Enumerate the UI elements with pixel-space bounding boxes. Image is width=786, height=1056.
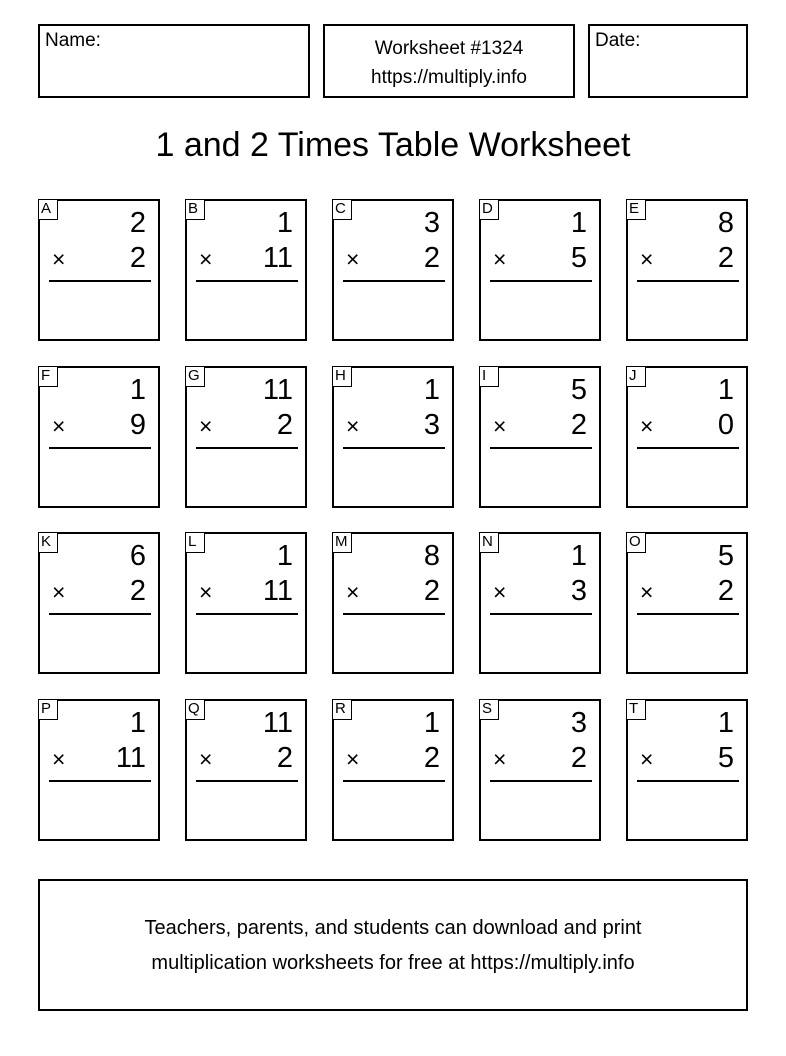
multiplier: 11 xyxy=(262,242,293,274)
problem-letter: R xyxy=(332,699,352,720)
problem-card-l[interactable] xyxy=(185,532,307,674)
multiplier: 2 xyxy=(129,242,146,274)
problem-card-r[interactable] xyxy=(332,699,454,841)
multiplicand: 5 xyxy=(717,540,734,572)
multiplier: 2 xyxy=(276,742,293,774)
multiplier: 5 xyxy=(717,742,734,774)
multiplier: 3 xyxy=(423,409,440,441)
name-label: Name: xyxy=(45,30,101,51)
answer-line xyxy=(343,613,445,615)
multiplier: 11 xyxy=(115,742,146,774)
multiplicand: 1 xyxy=(570,540,587,572)
problem-card-p[interactable] xyxy=(38,699,160,841)
problem-letter: D xyxy=(479,199,499,220)
problem-letter: Q xyxy=(185,699,205,720)
problem-card-n[interactable] xyxy=(479,532,601,674)
multiply-sign: × xyxy=(640,579,654,605)
multiplier: 2 xyxy=(129,575,146,607)
name-box[interactable] xyxy=(38,24,310,98)
answer-line xyxy=(490,447,592,449)
problem-letter: B xyxy=(185,199,205,220)
multiplicand: 11 xyxy=(262,707,293,739)
multiplier: 11 xyxy=(262,575,293,607)
problem-letter: O xyxy=(626,532,646,553)
multiplicand: 3 xyxy=(570,707,587,739)
problem-card-d[interactable] xyxy=(479,199,601,341)
problem-letter: C xyxy=(332,199,352,220)
problem-card-f[interactable] xyxy=(38,366,160,508)
multiply-sign: × xyxy=(199,413,213,439)
problem-letter: H xyxy=(332,366,352,387)
multiplicand: 6 xyxy=(129,540,146,572)
answer-line xyxy=(196,280,298,282)
answer-line xyxy=(49,613,151,615)
multiplicand: 1 xyxy=(276,207,293,239)
problem-letter: T xyxy=(626,699,646,720)
problem-card-i[interactable] xyxy=(479,366,601,508)
answer-line xyxy=(343,447,445,449)
multiplier: 9 xyxy=(129,409,146,441)
problem-card-o[interactable] xyxy=(626,532,748,674)
multiplier: 2 xyxy=(423,742,440,774)
multiply-sign: × xyxy=(493,746,507,772)
problem-card-k[interactable] xyxy=(38,532,160,674)
multiply-sign: × xyxy=(346,413,360,439)
worksheet-title: 1 and 2 Times Table Worksheet xyxy=(155,126,631,164)
problem-card-h[interactable] xyxy=(332,366,454,508)
problem-letter: M xyxy=(332,532,352,553)
multiplicand: 11 xyxy=(262,374,293,406)
problem-letter: S xyxy=(479,699,499,720)
problem-card-q[interactable] xyxy=(185,699,307,841)
answer-line xyxy=(637,613,739,615)
problem-letter: L xyxy=(185,532,205,553)
multiplier: 5 xyxy=(570,242,587,274)
answer-line xyxy=(490,780,592,782)
multiply-sign: × xyxy=(640,746,654,772)
footer-note xyxy=(38,879,748,1011)
multiplier: 0 xyxy=(717,409,734,441)
problem-card-b[interactable] xyxy=(185,199,307,341)
multiplicand: 1 xyxy=(423,707,440,739)
answer-line xyxy=(49,447,151,449)
multiply-sign: × xyxy=(52,746,66,772)
multiply-sign: × xyxy=(52,579,66,605)
problem-letter: N xyxy=(479,532,499,553)
multiply-sign: × xyxy=(199,579,213,605)
date-box[interactable] xyxy=(588,24,748,98)
problem-letter: J xyxy=(626,366,646,387)
problem-letter: F xyxy=(38,366,58,387)
multiplicand: 1 xyxy=(129,707,146,739)
worksheet-id-box xyxy=(323,24,575,98)
answer-line xyxy=(196,447,298,449)
answer-line xyxy=(49,280,151,282)
multiplicand: 1 xyxy=(423,374,440,406)
answer-line xyxy=(49,780,151,782)
multiplier: 2 xyxy=(570,742,587,774)
problem-letter: P xyxy=(38,699,58,720)
multiplicand: 1 xyxy=(717,707,734,739)
problem-letter: I xyxy=(479,366,499,387)
multiply-sign: × xyxy=(199,746,213,772)
multiply-sign: × xyxy=(640,413,654,439)
multiplicand: 3 xyxy=(423,207,440,239)
multiply-sign: × xyxy=(346,579,360,605)
problem-letter: K xyxy=(38,532,58,553)
multiply-sign: × xyxy=(199,246,213,272)
multiply-sign: × xyxy=(493,579,507,605)
multiply-sign: × xyxy=(493,413,507,439)
problem-card-t[interactable] xyxy=(626,699,748,841)
multiplicand: 1 xyxy=(129,374,146,406)
multiplier: 2 xyxy=(717,575,734,607)
answer-line xyxy=(196,780,298,782)
problem-card-s[interactable] xyxy=(479,699,601,841)
multiplier: 3 xyxy=(570,575,587,607)
multiplicand: 5 xyxy=(570,374,587,406)
multiply-sign: × xyxy=(346,746,360,772)
multiplier: 2 xyxy=(423,242,440,274)
date-label: Date: xyxy=(595,30,641,51)
problem-card-g[interactable] xyxy=(185,366,307,508)
multiplicand: 8 xyxy=(717,207,734,239)
problem-card-c[interactable] xyxy=(332,199,454,341)
answer-line xyxy=(490,613,592,615)
worksheet-number: Worksheet #1324 xyxy=(374,38,524,59)
site-url: https://multiply.info xyxy=(371,67,527,88)
multiplicand: 1 xyxy=(276,540,293,572)
multiply-sign: × xyxy=(52,413,66,439)
problem-card-j[interactable] xyxy=(626,366,748,508)
footer-line-1: Teachers, parents, and students can download and print xyxy=(144,917,642,939)
problem-card-a[interactable] xyxy=(38,199,160,341)
multiply-sign: × xyxy=(346,246,360,272)
problem-card-m[interactable] xyxy=(332,532,454,674)
problem-letter: E xyxy=(626,199,646,220)
footer-line-2: multiplication worksheets for free at https://multiply.info xyxy=(151,952,635,974)
multiplier: 2 xyxy=(570,409,587,441)
problem-card-e[interactable] xyxy=(626,199,748,341)
multiply-sign: × xyxy=(640,246,654,272)
answer-line xyxy=(343,280,445,282)
multiplicand: 1 xyxy=(717,374,734,406)
answer-line xyxy=(637,447,739,449)
multiplier: 2 xyxy=(423,575,440,607)
multiply-sign: × xyxy=(52,246,66,272)
multiplicand: 1 xyxy=(570,207,587,239)
answer-line xyxy=(637,280,739,282)
multiplier: 2 xyxy=(717,242,734,274)
multiplicand: 8 xyxy=(423,540,440,572)
multiplicand: 2 xyxy=(129,207,146,239)
multiply-sign: × xyxy=(493,246,507,272)
problem-letter: A xyxy=(38,199,58,220)
problem-letter: G xyxy=(185,366,205,387)
answer-line xyxy=(490,280,592,282)
answer-line xyxy=(196,613,298,615)
answer-line xyxy=(637,780,739,782)
multiplier: 2 xyxy=(276,409,293,441)
answer-line xyxy=(343,780,445,782)
